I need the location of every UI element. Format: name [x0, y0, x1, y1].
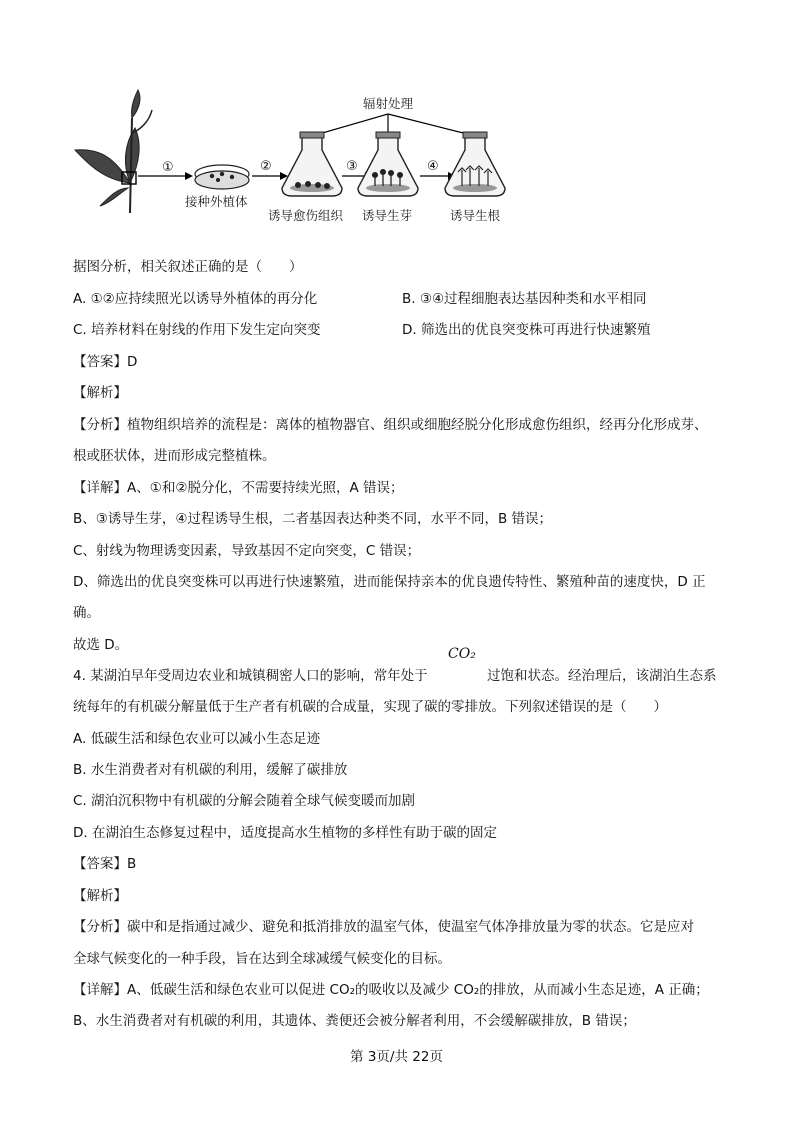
q3-analysis-heading: 【解析】 [73, 385, 127, 401]
q4-option-c: C. 湖泊沉积物中有机碳的分解会随着全球气候变暖而加剧 [73, 793, 416, 809]
q3-conclusion: 故选 D。 [73, 637, 129, 653]
step-4-label: ④ [427, 159, 439, 174]
flask-1-label: 诱导愈伤组织 [268, 208, 344, 223]
q4-option-a: A. 低碳生活和绿色农业可以减小生态足迹 [73, 731, 321, 747]
dish-label: 接种外植体 [185, 194, 248, 209]
step-1-label: ① [162, 160, 174, 175]
q3-analysis-line-1: 【分析】植物组织培养的流程是：离体的植物器官、组织或细胞经脱分化形成愈伤组织，经再分化形成芽、 [73, 417, 708, 433]
flask-bud-icon [358, 132, 418, 196]
petri-dish-icon [195, 165, 249, 189]
page-footer: 第 3页/共 22页 [350, 1049, 443, 1065]
q3-stem: 据图分析，相关叙述正确的是（ ） [73, 259, 303, 275]
step-3-label: ③ [346, 159, 358, 174]
flask-callus-icon [282, 132, 342, 196]
q3-detail-line-5: 确。 [73, 605, 100, 621]
q3-option-d: D. 筛选出的优良突变株可再进行快速繁殖 [402, 322, 651, 338]
flask-root-icon [445, 132, 505, 196]
q4-stem-line-2: 统每年的有机碳分解量低于生产者有机碳的合成量，实现了碳的零排放。下列叙述错误的是（ ） [73, 699, 667, 715]
q3-answer: 【答案】D [73, 354, 138, 370]
diagram-svg [70, 88, 530, 228]
q4-analysis-heading: 【解析】 [73, 888, 127, 904]
co2-formula: CO₂ [448, 646, 476, 662]
q3-option-a: A. ①②应持续照光以诱导外植体的再分化 [73, 291, 318, 307]
plant-icon [75, 90, 152, 213]
q3-detail-line-3: C、射线为物理诱变因素，导致基因不定向突变，C 错误； [73, 543, 421, 559]
flask-3-label: 诱导生根 [450, 208, 501, 223]
q4-stem-line-1b: 过饱和状态。经治理后，该湖泊生态系 [487, 668, 717, 684]
q3-detail-line-2: B、③诱导生芽，④过程诱导生根，二者基因表达种类不同，水平不同，B 错误； [73, 511, 553, 527]
q4-analysis-line-1: 【分析】碳中和是指通过减少、避免和抵消排放的温室气体，使温室气体净排放量为零的状态。它是应对 [73, 919, 694, 935]
q3-detail-line-1: 【详解】A、①和②脱分化，不需要持续光照，A 错误； [73, 480, 404, 496]
radiation-label: 辐射处理 [363, 96, 414, 111]
q4-option-d: D. 在湖泊生态修复过程中，适度提高水生植物的多样性有助于碳的固定 [73, 825, 497, 841]
q4-option-b: B. 水生消费者对有机碳的利用，缓解了碳排放 [73, 762, 348, 778]
step-2-label: ② [260, 159, 272, 174]
q4-stem-line-1a: 4. 某湖泊早年受周边农业和城镇稠密人口的影响，常年处于 [73, 668, 428, 684]
q4-detail-line-2: B、水生消费者对有机碳的利用，其遗体、粪便还会被分解者利用，不会缓解碳排放，B 错误； [73, 1013, 636, 1029]
tissue-culture-diagram [70, 88, 530, 228]
q4-answer: 【答案】B [73, 856, 137, 872]
q3-analysis-line-2: 根或胚状体，进而形成完整植株。 [73, 448, 276, 464]
q3-option-b: B. ③④过程细胞表达基因种类和水平相同 [402, 291, 647, 307]
q3-detail-line-4: D、筛选出的优良突变株可以再进行快速繁殖，进而能保持亲本的优良遗传特性、繁殖种苗的速度快，D 正 [73, 574, 706, 590]
q3-option-c: C. 培养材料在射线的作用下发生定向突变 [73, 322, 321, 338]
q4-analysis-line-2: 全球气候变化的一种手段，旨在达到全球减缓气候变化的目标。 [73, 951, 451, 967]
flask-2-label: 诱导生芽 [362, 208, 413, 223]
q4-detail-line-1: 【详解】A、低碳生活和绿色农业可以促进 CO₂的吸收以及减少 CO₂的排放，从而减小生态足迹，A 正确； [73, 982, 709, 998]
